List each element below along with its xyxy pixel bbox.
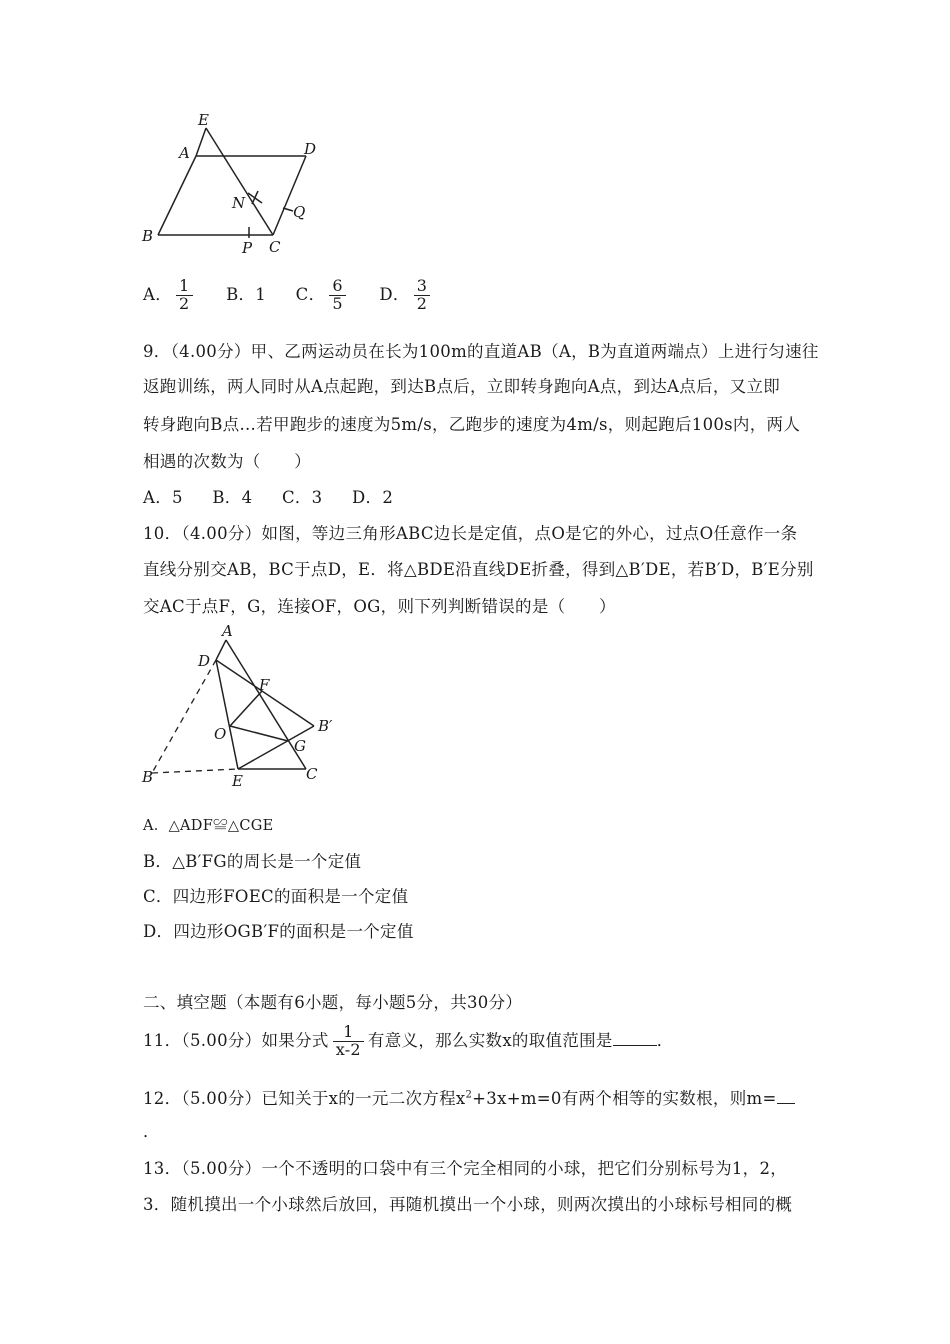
q9-option-d: D．2 [352,488,394,507]
q10-line-3: 交AC于点F，G，连接OF，OG，则下列判断错误的是（ ） [143,597,616,616]
q10-option-c: C．四边形FOEC的面积是一个定值 [143,887,409,906]
segment-DC [273,156,306,235]
label-F: F [259,676,270,694]
q8-option-c: C． $\frac{6}{5}$ [296,278,350,313]
figure-q10-triangle [138,618,348,793]
q9-line-2: 返跑训练，两人同时从A点起跑，到达B点后，立即转身跑向A点，到达A点后，又立即 [143,377,781,396]
q11-fraction: $\frac{1}{x-2}$ [333,1024,364,1059]
q10-line-1: 10．（4.00分）如图，等边三角形ABC边长是定值，点O是它的外心，过点O任意作一条 [143,524,798,543]
q8-option-b: B．1 [226,284,267,304]
segment-OF [230,691,262,726]
tick-N2 [252,191,258,204]
label-A: A [222,622,233,640]
segment-EC [206,128,273,235]
segment-BE-dashed [152,769,238,773]
label-B: B [142,227,154,245]
label-C: C [269,238,281,256]
q8-option-d: D． $\frac{3}{2}$ [379,278,434,313]
q10-option-d: D．四边形OGB′F的面积是一个定值 [143,922,414,941]
q12-answer-blank[interactable] [777,1087,795,1104]
q12-line-2: ． [143,1122,160,1141]
label-G: G [294,737,306,755]
q9-option-c: C．3 [281,488,323,507]
q9-line-3: 转身跑向B点…若甲跑步的速度为5m/s，乙跑步的速度为4m/s，则起跑后100s内，两人 [143,415,801,434]
segment-DE [216,660,238,769]
label-D: D [304,140,317,158]
label-E: E [198,111,209,129]
label-P: P [242,239,253,257]
q9-option-a: A．5 [143,488,183,507]
segment-BA [158,156,196,235]
q9-options [143,484,417,508]
label-A: A [179,144,190,162]
section2-title: 二、填空题（本题有6小题，每小题5分，共30分） [143,993,523,1012]
label-B: B [142,768,154,786]
segment-OG [230,726,288,741]
q9-line-1: 9．（4.00分）甲、乙两运动员在长为100m的直道AB（A，B为直道两端点）上进行匀速往 [143,342,819,361]
q9-line-4: 相遇的次数为（ ） [143,452,311,471]
tick-Q [283,208,293,211]
q10-line-2: 直线分别交AB，BC于点D，E．将△BDE沿直线DE折叠，得到△B′DE，若B′D，B′E分别 [143,560,814,579]
q9-option-b: B．4 [212,488,253,507]
q13-line-2: 3．随机摸出一个小球然后放回，再随机摸出一个小球，则两次摸出的小球标号相同的概 [143,1195,793,1214]
label-D: D [198,652,211,670]
q11-line: 11．（5.00分）如果分式 $\frac{1}{x-2}$ 有意义，那么实数x的取值范围是 ． [143,1022,674,1059]
label-N: N [232,194,246,212]
segment-AD [216,640,226,660]
label-Q: Q [293,203,306,221]
segment-AE [196,128,206,156]
q13-line-1: 13．（5.00分）一个不透明的口袋中有三个完全相同的小球，把它们分别标号为1，2， [143,1159,788,1178]
q8-options [143,278,458,313]
label-O: O [214,725,227,743]
q10-option-b: B．△B′FG的周长是一个定值 [143,852,362,871]
q12-line-1: 12．（5.00分）已知关于x的一元二次方程$x^2+3x+m=0$有两个相等的实数根，则m= [143,1085,795,1109]
label-B-prime: B′ [318,717,333,735]
figure-q8-parallelogram [138,105,338,260]
q11-answer-blank[interactable] [613,1029,657,1046]
q10-option-a: A．△ADF≌△CGE [143,818,274,834]
label-C: C [306,765,318,783]
label-E: E [232,772,243,790]
segment-DB-dashed [152,660,216,773]
q8-option-a: A． $\frac{1}{2}$ [143,278,197,313]
